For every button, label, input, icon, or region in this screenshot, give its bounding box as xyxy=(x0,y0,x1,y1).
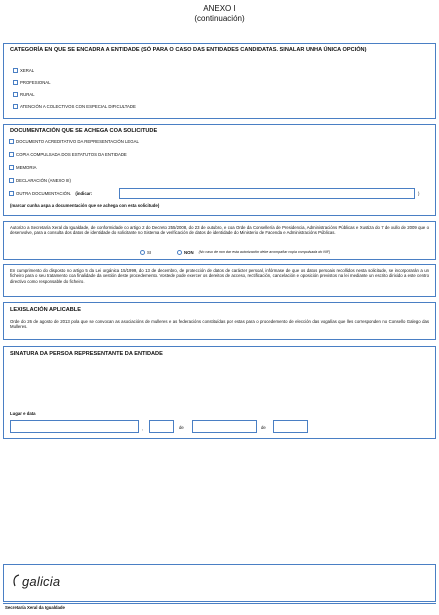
category-atencion-checkbox[interactable] xyxy=(13,104,18,109)
data-protection-section xyxy=(3,264,436,297)
annex-header xyxy=(0,4,439,24)
doc-option-estatutos[interactable] xyxy=(9,152,127,158)
doc-indicar-label: (indicar: xyxy=(75,191,93,196)
doc-option-memoria[interactable] xyxy=(9,165,37,171)
auth-yes-radio[interactable] xyxy=(140,250,145,255)
legislation-section xyxy=(3,302,436,340)
category-option-atencion[interactable] xyxy=(13,104,136,110)
logo-section xyxy=(3,564,436,602)
doc-option-representacion[interactable] xyxy=(9,139,139,145)
authorization-text: Autorizo a Secretaría Xeral da Igualdade, de conformidade co artigo 2 do Decreto 255/2008, do 23 de outubro, e coa Orde da Consellería de Presidencia, Administracións Públicas e Xustiza do 7 de xullo de 2009 que o desenvolve, para a consulta dos datos de identidade do solicitante no Sistema de verificación de datos de identidade do Ministerio de Facenda e Administracións Públicas. xyxy=(10,225,429,236)
doc-estatutos-label: COPIA COMPULSADA DOS ESTATUTOS DA ENTIDADE xyxy=(16,152,127,157)
category-rural-label: RURAL xyxy=(20,92,35,97)
doc-representacion-checkbox[interactable] xyxy=(9,139,14,144)
category-xeral-label: XERAL xyxy=(20,68,35,73)
doc-declaracion-label: DECLARACIÓN (ANEXO III) xyxy=(16,178,71,183)
documentation-section xyxy=(3,124,436,216)
signature-de-1: de xyxy=(179,425,184,430)
galicia-logo xyxy=(11,573,60,589)
auth-no-option[interactable] xyxy=(177,250,330,256)
annex-title: ANEXO I xyxy=(203,4,236,13)
doc-other-input[interactable] xyxy=(119,188,415,199)
doc-option-declaracion[interactable] xyxy=(9,178,71,184)
legislation-text: Orde do 26 de agosto de 2013 pola que se convocan as asociacións de mulleres e as federacións constituídas por estas para o procedemento de elección das vogalías que lles corresponden no Consello Galego das Mulleres. xyxy=(10,319,429,330)
doc-declaracion-checkbox[interactable] xyxy=(9,178,14,183)
doc-close-paren: ) xyxy=(418,191,420,196)
category-atencion-label: ATENCIÓN A COLECTIVOS CON ESPECIAL DIFICULTADE xyxy=(20,104,136,109)
signature-day-input[interactable] xyxy=(149,420,174,433)
doc-representacion-label: DOCUMENTO ACREDITATIVO DA REPRESENTACIÓN LEGAL xyxy=(16,139,139,144)
category-rural-checkbox[interactable] xyxy=(13,92,18,97)
documentation-title: DOCUMENTACIÓN QUE SE ACHEGA COA SOLICITUDE xyxy=(10,128,158,134)
doc-note: (marcar cunha aspa a documentación que se achega con esta solicitude) xyxy=(10,203,160,208)
doc-memoria-checkbox[interactable] xyxy=(9,165,14,170)
auth-yes-label: SI xyxy=(147,250,152,255)
auth-no-radio[interactable] xyxy=(177,250,182,255)
auth-no-note: (No caso de non dar esta autorización debe acompañar copia compulsada do NIF) xyxy=(198,250,331,255)
doc-estatutos-checkbox[interactable] xyxy=(9,152,14,157)
auth-no-label: NON xyxy=(184,250,194,255)
signature-place-input[interactable] xyxy=(10,420,139,433)
annex-subtitle: (continuación) xyxy=(194,14,245,23)
signature-de-2: de xyxy=(261,425,266,430)
category-title: CATEGORÍA EN QUE SE ENCADRA A ENTIDADE (SÓ PARA O CASO DAS ENTIDADES CANDIDATAS. SINALAR UNHA ÚNICA OPCIÓN) xyxy=(10,47,367,53)
category-profesional-checkbox[interactable] xyxy=(13,80,18,85)
signature-year-input[interactable] xyxy=(273,420,308,433)
category-profesional-label: PROFESIONAL xyxy=(20,80,51,85)
category-option-profesional[interactable] xyxy=(13,80,51,86)
doc-option-outra[interactable] xyxy=(9,191,92,197)
signature-section xyxy=(3,346,436,439)
category-option-xeral[interactable] xyxy=(13,68,34,74)
authorization-section xyxy=(3,221,436,260)
galicia-logo-mark xyxy=(11,573,21,589)
auth-yes-option[interactable] xyxy=(140,250,151,256)
category-section xyxy=(3,43,436,119)
doc-outra-label: OUTRA DOCUMENTACIÓN. xyxy=(16,191,72,196)
category-xeral-checkbox[interactable] xyxy=(13,68,18,73)
category-option-rural[interactable] xyxy=(13,92,35,98)
place-date-label: Lugar e data xyxy=(10,411,36,416)
doc-memoria-label: MEMORIA xyxy=(16,165,37,170)
footer-department: Secretaría Xeral da Igualdade xyxy=(5,605,65,610)
legislation-title: LEXISLACIÓN APLICABLE xyxy=(10,307,81,313)
signature-comma: , xyxy=(142,426,144,431)
footer-rule xyxy=(3,603,436,604)
signature-month-input[interactable] xyxy=(192,420,257,433)
data-protection-text: En cumprimento do disposto no artigo 5 da Lei orgánica 15/1999, do 13 de decembro, de protección de datos de carácter persoal, infórmase de que os datos persoais recollidos nesta solicitude, se incorporarán a un ficheiro para o seu tratamento coa finalidade da xestión deste procedemento. Vostede pode exercer os dereitos de acceso, rectificación, cancelación e oposición previstos na lei mediante un escrito dirixido a este centro directivo como responsable do ficheiro. xyxy=(10,268,429,284)
signature-title: SINATURA DA PERSOA REPRESENTANTE DA ENTIDADE xyxy=(10,351,163,357)
doc-outra-checkbox[interactable] xyxy=(9,191,14,196)
galicia-logo-text: galicia xyxy=(22,573,61,589)
